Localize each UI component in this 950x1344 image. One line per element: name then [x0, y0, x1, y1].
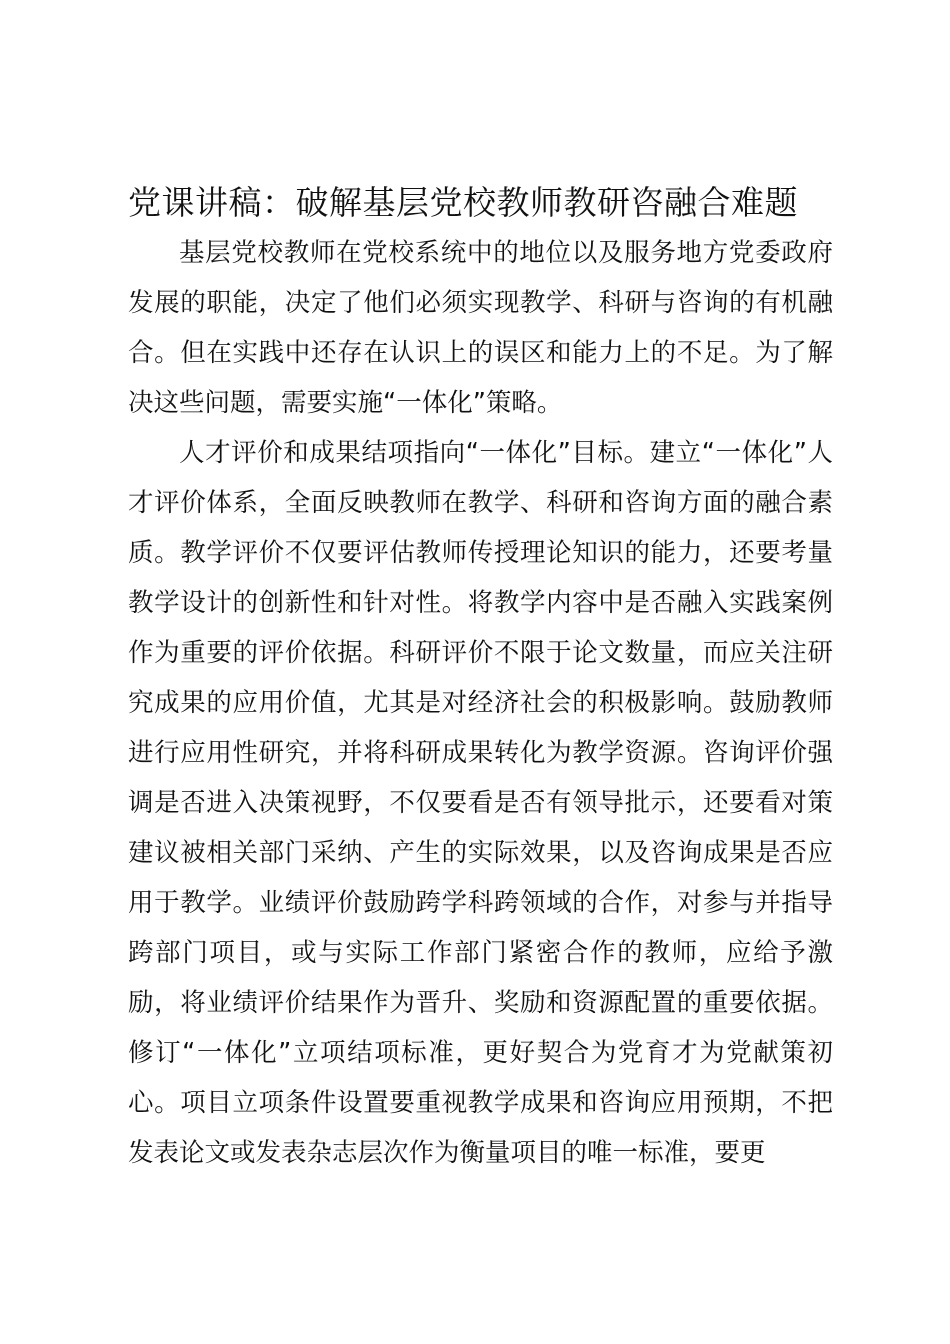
document-title: 党课讲稿：破解基层党校教师教研咨融合难题 [128, 183, 798, 222]
paragraph-evaluation: 人才评价和成果结项指向“一体化”目标。建立“一体化”人才评价体系，全面反映教师在教学、科研和咨询方面的融合素质。教学评价不仅要评估教师传授理论知识的能力，还要考量教学设计的创新性和针对性。将教学内容中是否融入实践案例作为重要的评价依据。科研评价不限于论文数量，而应关注研究成果的应用价值，尤其是对经济社会的积极影响。鼓励教师进行应用性研究，并将科研成果转化为教学资源。咨询评价强调是否进入决策视野，不仅要看是否有领导批示，还要看对策建议被相关部门采纳、产生的实际效果，以及咨询成果是否应用于教学。业绩评价鼓励跨学科跨领域的合作，对参与并指导跨部门项目，或与实际工作部门紧密合作的教师，应给予激励，将业绩评价结果作为晋升、奖励和资源配置的重要依据。修订“一体化”立项结项标准，更好契合为党育才为党献策初心。项目立项条件设置要重视教学成果和咨询应用预期，不把发表论文或发表杂志层次作为衡量项目的唯一标准，要更 [128, 438, 833, 1168]
paragraph-intro: 基层党校教师在党校系统中的地位以及服务地方党委政府发展的职能，决定了他们必须实现教学、科研与咨询的有机融合。但在实践中还存在认识上的误区和能力上的不足。为了解决这些问题，需要实施“一体化”策略。 [128, 238, 833, 418]
document-body [128, 228, 833, 1178]
